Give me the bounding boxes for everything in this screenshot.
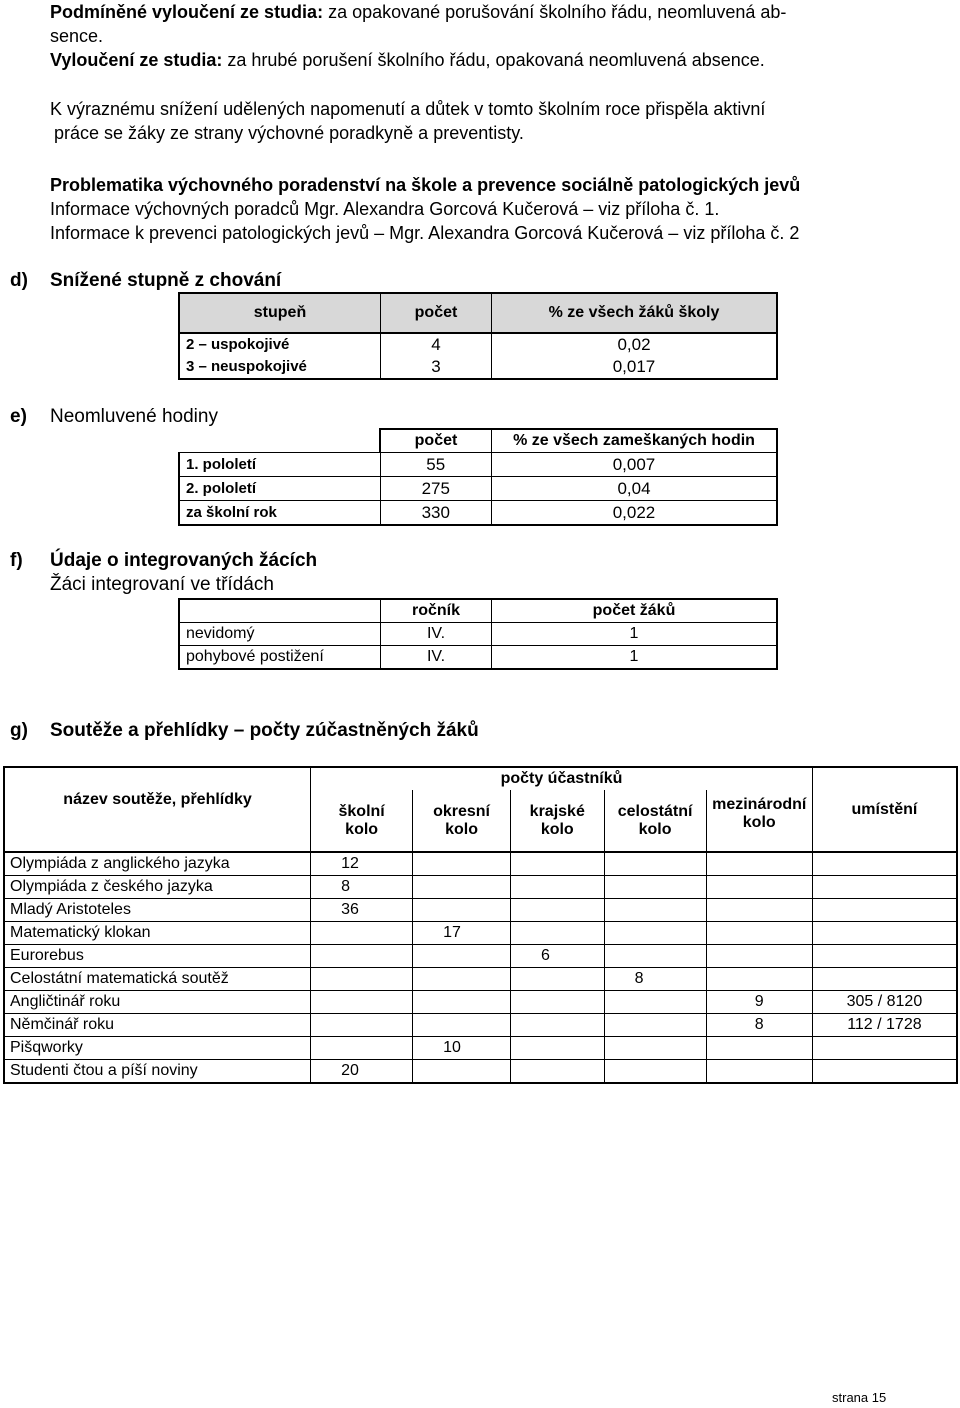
header-competition-name: název soutěže, přehlídky	[4, 767, 311, 852]
placement: 112 / 1728	[812, 1014, 957, 1037]
text-expulsion: za hrubé porušení školního řádu, opakovaná neomluvená absence.	[222, 50, 765, 70]
grade-count: 3	[381, 356, 492, 379]
school-round: 20	[311, 1060, 413, 1084]
header-count: počet	[381, 293, 492, 333]
school-round	[311, 968, 413, 991]
header-national-round	[604, 790, 706, 852]
term-conditional-expulsion: Podmíněné vyloučení ze studia:	[50, 2, 324, 22]
regional-round	[510, 968, 604, 991]
table-row	[4, 1014, 957, 1037]
header-label: celostátní	[617, 802, 693, 820]
section-g-letter: g)	[10, 720, 28, 741]
table-row	[4, 922, 957, 945]
placement	[812, 945, 957, 968]
national-round	[604, 1014, 706, 1037]
national-round: 8	[604, 968, 706, 991]
district-round	[413, 968, 511, 991]
paragraph-reduction-line2: práce se žáky ze strany výchovné poradkyně a preventisty.	[54, 123, 524, 143]
header-percent-students: % ze všech žáků školy	[492, 293, 778, 333]
international-round	[706, 1060, 812, 1084]
placement	[812, 899, 957, 922]
table-header-row	[179, 293, 777, 333]
school-round: 12	[311, 852, 413, 876]
international-round: 9	[706, 991, 812, 1014]
regional-round	[510, 1060, 604, 1084]
header-year: ročník	[381, 599, 492, 623]
period-label: za školní rok	[179, 501, 380, 526]
year-value: IV.	[381, 646, 492, 670]
header-grade: stupeň	[179, 293, 381, 333]
table-row	[179, 477, 777, 501]
competition-name: Mladý Aristoteles	[4, 899, 311, 922]
district-round	[413, 899, 511, 922]
disability-label: nevidomý	[179, 623, 381, 646]
table-row	[4, 968, 957, 991]
header-label: kolo	[742, 814, 776, 831]
header-student-count: počet žáků	[492, 599, 778, 623]
national-round	[604, 991, 706, 1014]
disability-label: pohybové postižení	[179, 646, 381, 670]
header-empty	[179, 599, 381, 623]
international-round	[706, 852, 812, 876]
international-round	[706, 945, 812, 968]
integrated-students-table	[178, 598, 778, 670]
district-round	[413, 1060, 511, 1084]
competition-name: Matematický klokan	[4, 922, 311, 945]
international-round: 8	[706, 1014, 812, 1037]
period-percent: 0,04	[492, 477, 778, 501]
placement	[812, 1037, 957, 1060]
placement: 305 / 8120	[812, 991, 957, 1014]
section-d-letter: d)	[10, 270, 28, 291]
table-row	[4, 852, 957, 876]
unexcused-hours-table	[178, 428, 778, 526]
school-round	[311, 991, 413, 1014]
header-international-round	[706, 790, 812, 852]
prevention-info-line: Informace k prevenci patologických jevů – Mgr. Alexandra Gorcová Kučerová – viz příloha č. 2	[50, 223, 800, 243]
header-placement: umístění	[812, 767, 957, 852]
table-header-row	[179, 599, 777, 623]
competition-name: Angličtinář roku	[4, 991, 311, 1014]
national-round	[604, 945, 706, 968]
table-row	[179, 646, 777, 670]
national-round	[604, 899, 706, 922]
competition-name: Němčinář roku	[4, 1014, 311, 1037]
school-round	[311, 922, 413, 945]
school-round	[311, 1014, 413, 1037]
header-regional-round	[510, 790, 604, 852]
header-label: krajské	[529, 802, 585, 820]
grade-percent: 0,02	[492, 333, 778, 356]
international-round	[706, 968, 812, 991]
table-row	[179, 333, 777, 356]
district-round: 10	[413, 1037, 511, 1060]
page-number: strana 15	[832, 1390, 887, 1405]
table-row	[4, 899, 957, 922]
section-f-title: Údaje o integrovaných žácích	[50, 550, 318, 571]
competition-name: Olympiáda z anglického jazyka	[4, 852, 311, 876]
regional-round: 6	[510, 945, 604, 968]
national-round	[604, 852, 706, 876]
school-round	[311, 945, 413, 968]
period-label: 2. pololetí	[179, 477, 380, 501]
international-round	[706, 922, 812, 945]
period-count: 330	[380, 501, 492, 526]
placement	[812, 876, 957, 899]
regional-round	[510, 1037, 604, 1060]
national-round	[604, 1060, 706, 1084]
table-row	[179, 623, 777, 646]
district-round	[413, 1014, 511, 1037]
paragraph-reduction-line1: K výraznému snížení udělených napomenutí a důtek v tomto školním roce přispěla aktivní	[50, 99, 766, 119]
paragraph-conditional-expulsion-cont: sence.	[50, 26, 104, 46]
table-header-row	[179, 429, 777, 453]
header-percent-hours: % ze všech zameškaných hodin	[492, 429, 778, 453]
table-row	[4, 945, 957, 968]
paragraph-expulsion	[50, 48, 950, 72]
international-round	[706, 1037, 812, 1060]
placement	[812, 852, 957, 876]
table-header-row	[4, 767, 957, 790]
table-row	[4, 876, 957, 899]
placement	[812, 922, 957, 945]
period-percent: 0,007	[492, 453, 778, 477]
header-label: kolo	[445, 820, 478, 838]
period-count: 55	[380, 453, 492, 477]
competition-name: Pišqworky	[4, 1037, 311, 1060]
table-row	[4, 1060, 957, 1084]
regional-round	[510, 876, 604, 899]
section-f-subtitle: Žáci integrovaní ve třídách	[50, 574, 274, 595]
header-label: okresní	[433, 802, 490, 820]
header-label: školní	[338, 802, 385, 820]
header-label: kolo	[638, 820, 672, 838]
district-round	[413, 876, 511, 899]
section-d-title: Snížené stupně z chování	[50, 270, 282, 291]
regional-round	[510, 899, 604, 922]
section-title-counselling: Problematika výchovného poradenství na škole a prevence sociálně patologických jevů	[50, 175, 801, 195]
student-count: 1	[492, 623, 778, 646]
section-e-title: Neomluvené hodiny	[50, 406, 218, 427]
section-f-letter: f)	[10, 550, 23, 571]
table-row	[4, 1037, 957, 1060]
table-row	[179, 501, 777, 526]
district-round	[413, 945, 511, 968]
national-round	[604, 922, 706, 945]
counselling-info-line: Informace výchovných poradců Mgr. Alexandra Gorcová Kučerová – viz příloha č. 1.	[50, 199, 720, 219]
header-empty	[179, 429, 380, 453]
period-label: 1. pololetí	[179, 453, 380, 477]
header-school-round	[311, 790, 413, 852]
placement	[812, 968, 957, 991]
school-round: 36	[311, 899, 413, 922]
term-expulsion: Vyloučení ze studia:	[50, 50, 223, 70]
period-count: 275	[380, 477, 492, 501]
school-round	[311, 1037, 413, 1060]
section-e-letter: e)	[10, 406, 27, 427]
district-round	[413, 852, 511, 876]
grade-label: 3 – neuspokojivé	[179, 356, 381, 379]
competitions-body	[4, 852, 957, 1083]
national-round	[604, 876, 706, 899]
placement	[812, 1060, 957, 1084]
district-round: 17	[413, 922, 511, 945]
student-count: 1	[492, 646, 778, 670]
regional-round	[510, 1014, 604, 1037]
district-round	[413, 991, 511, 1014]
text-conditional-expulsion: za opakované porušování školního řádu, neomluvená ab-	[323, 2, 787, 22]
behaviour-grades-table	[178, 292, 778, 380]
competition-name: Celostátní matematická soutěž	[4, 968, 311, 991]
regional-round	[510, 991, 604, 1014]
period-percent: 0,022	[492, 501, 778, 526]
grade-label: 2 – uspokojivé	[179, 333, 381, 356]
header-label: kolo	[345, 820, 379, 838]
section-g-title: Soutěže a přehlídky – počty zúčastněných žáků	[50, 720, 479, 741]
school-round: 8	[311, 876, 413, 899]
regional-round	[510, 922, 604, 945]
header-count: počet	[380, 429, 492, 453]
header-label: kolo	[540, 820, 574, 838]
competitions-table	[3, 766, 958, 1084]
table-row	[179, 356, 777, 379]
paragraph-conditional-expulsion	[50, 0, 950, 24]
regional-round	[510, 852, 604, 876]
competition-name: Eurorebus	[4, 945, 311, 968]
table-row	[179, 453, 777, 477]
header-label: mezinárodní	[712, 796, 807, 813]
table-row	[4, 991, 957, 1014]
grade-count: 4	[381, 333, 492, 356]
header-district-round	[413, 790, 511, 852]
header-participant-counts: počty účastníků	[311, 767, 813, 790]
competition-name: Olympiáda z českého jazyka	[4, 876, 311, 899]
year-value: IV.	[381, 623, 492, 646]
competition-name: Studenti čtou a píší noviny	[4, 1060, 311, 1084]
international-round	[706, 899, 812, 922]
international-round	[706, 876, 812, 899]
national-round	[604, 1037, 706, 1060]
grade-percent: 0,017	[492, 356, 778, 379]
